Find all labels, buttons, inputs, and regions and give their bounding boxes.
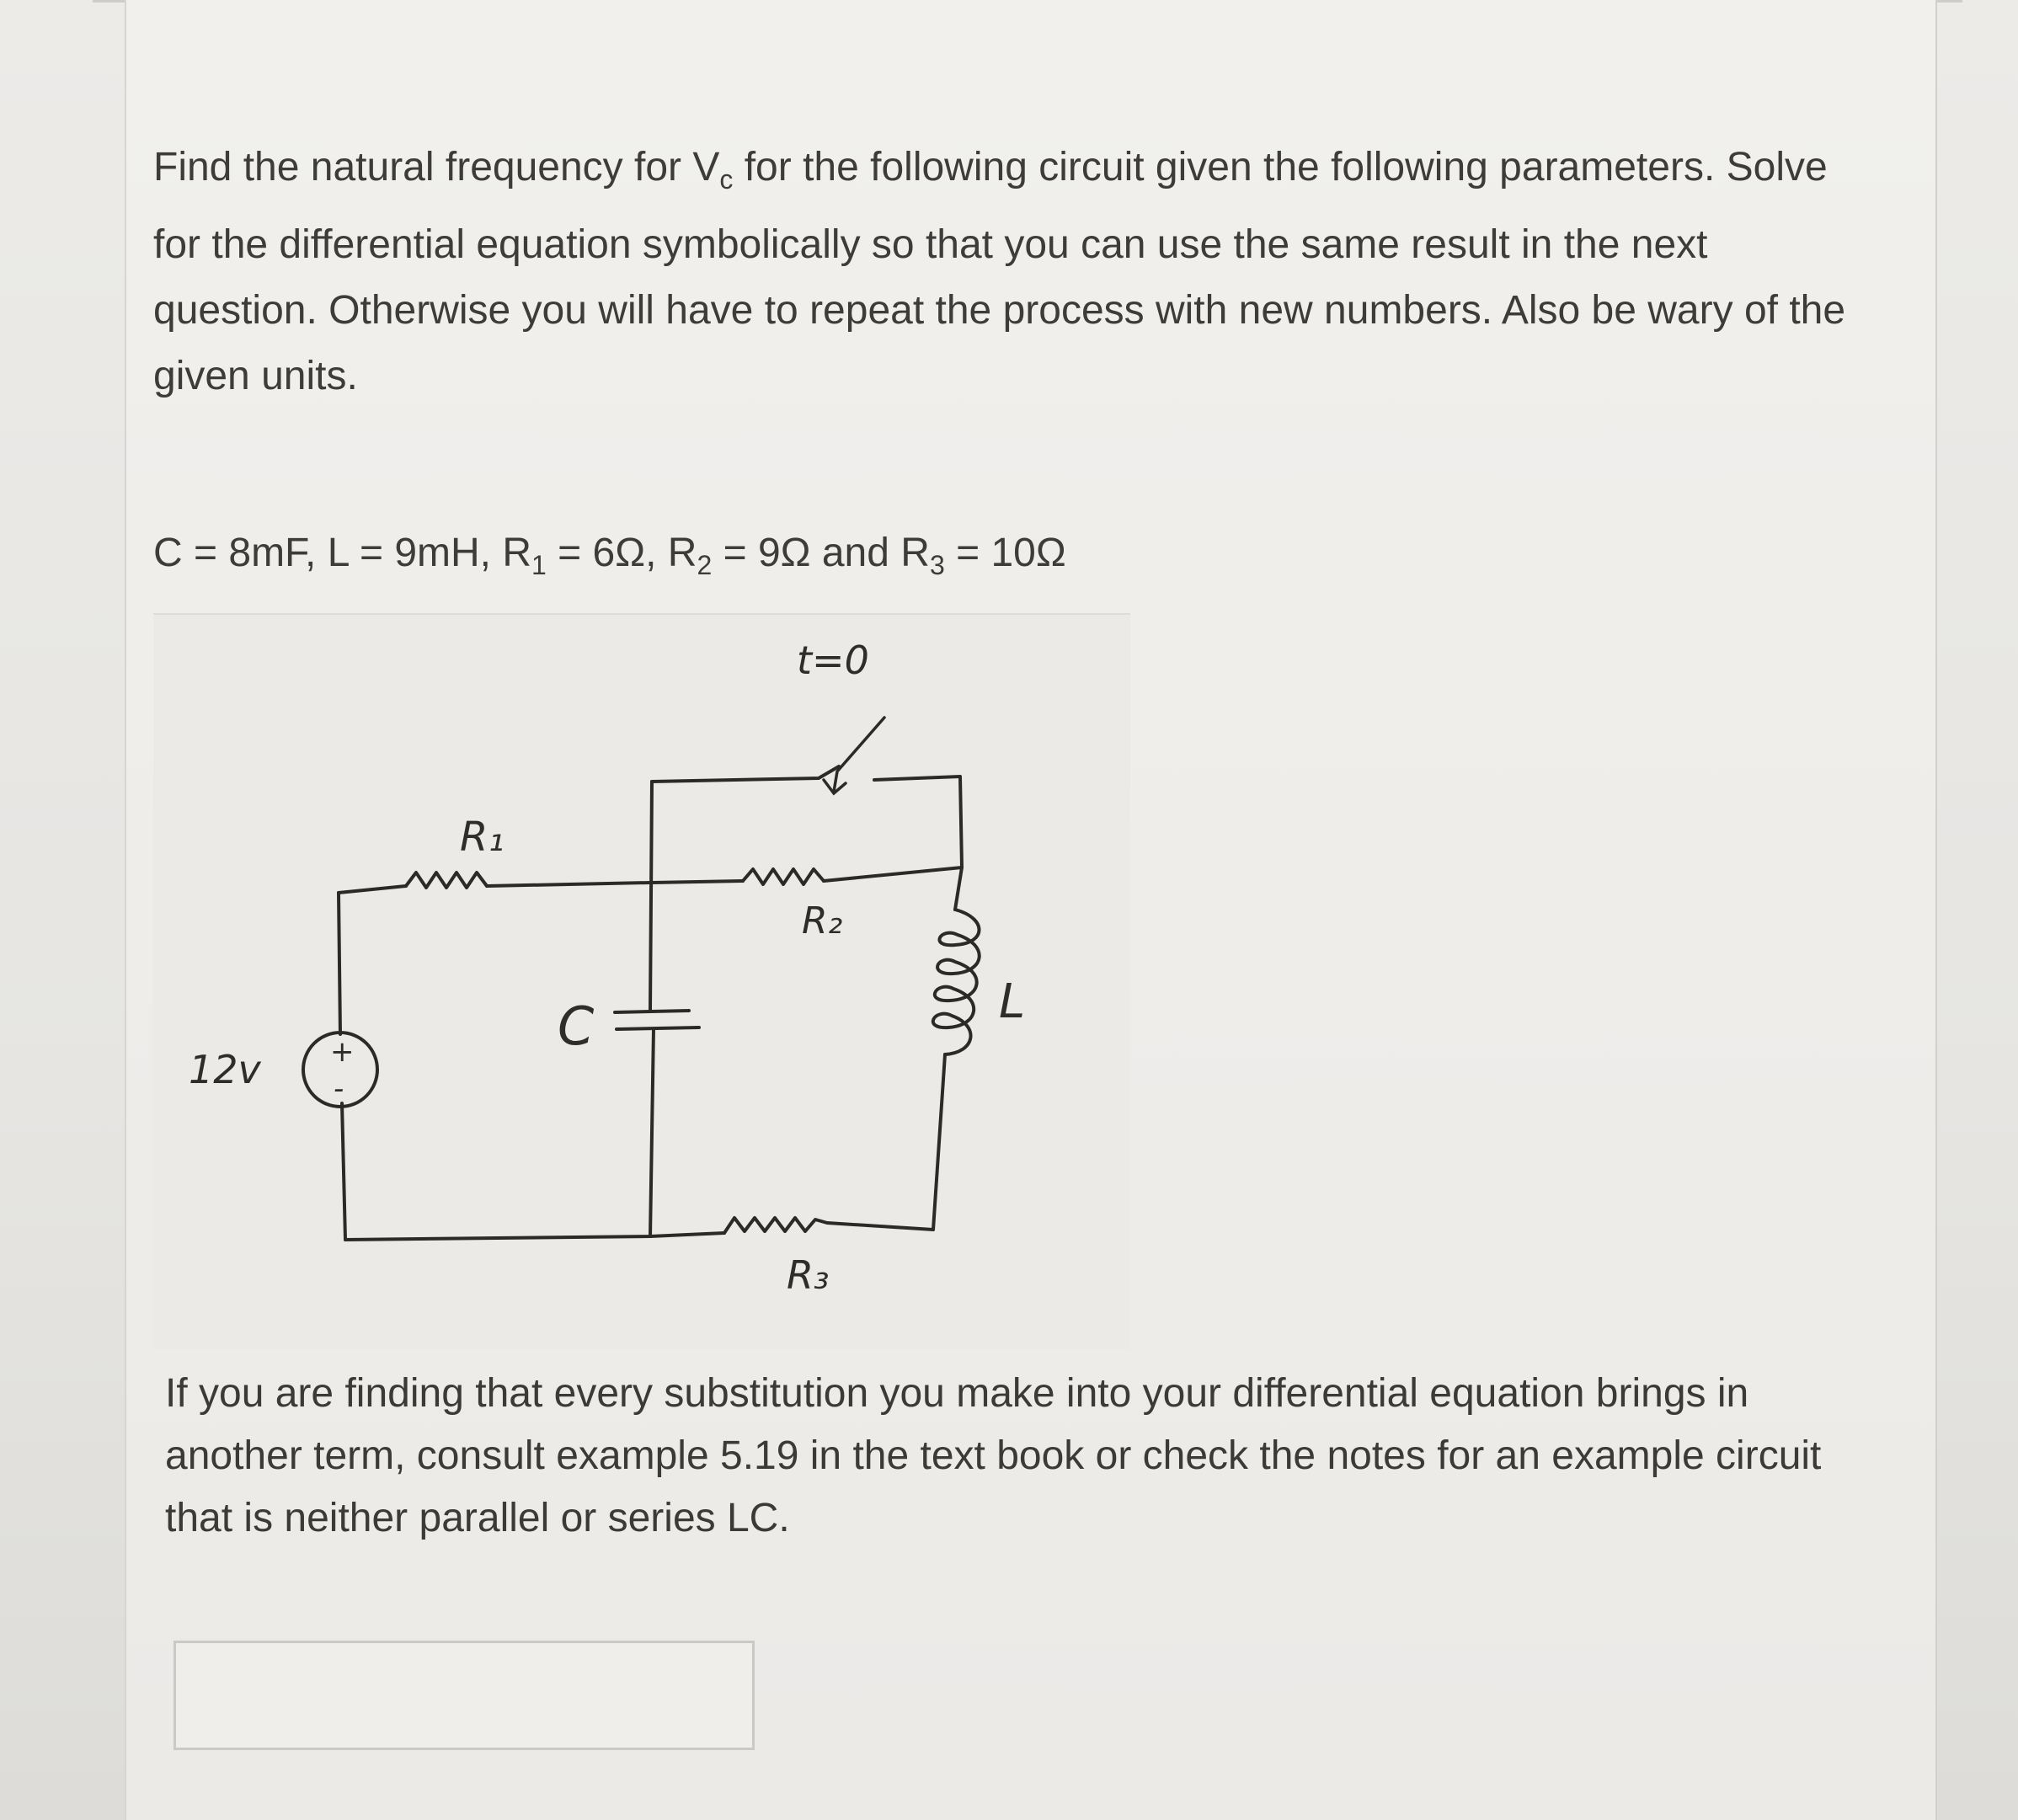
- r1-label: R₁: [460, 814, 504, 861]
- question-text: [153, 135, 1863, 409]
- circuit-diagram: [153, 615, 1130, 1349]
- r2-label: R₂: [802, 899, 843, 942]
- circuit-figure: [153, 613, 1130, 1349]
- inductor-coil: [933, 910, 980, 1054]
- param-c-l-r: C = 8mF, L = 9mH, R: [153, 531, 532, 575]
- card-right-border: [1935, 0, 1937, 1820]
- param-r2-value: = 9Ω and R: [712, 531, 930, 575]
- question-rest: Solve for the differential equation symbolically so that you can use the same result in the next question. Otherwise you will have to repeat the process with new numbers. Also be wary of the given units.: [153, 145, 1846, 398]
- r1-resistor: [406, 873, 487, 888]
- r3-label: R₃: [787, 1252, 830, 1298]
- wire-r1-to-node: [487, 883, 650, 886]
- param-r3-subscript: 3: [929, 550, 945, 580]
- wire-r2-left: [652, 881, 743, 883]
- source-minus-sign: -: [334, 1072, 344, 1106]
- capacitor-plate-bottom: [617, 1027, 699, 1029]
- switch-label: t=0: [797, 638, 869, 683]
- capacitor-plate-top: [615, 1011, 689, 1012]
- wire-r2-right: [824, 867, 962, 881]
- wire-mid-lower: [650, 1029, 654, 1236]
- wire-right-lower: [933, 1054, 945, 1230]
- param-r3-value: = 10Ω: [944, 531, 1066, 575]
- wire-top-left: [339, 886, 406, 893]
- source-voltage-label: 12v: [189, 1047, 261, 1092]
- parameters-line: [153, 524, 1066, 595]
- param-r1-subscript: 1: [531, 550, 547, 580]
- r2-resistor: [743, 869, 824, 884]
- wire-right-upper: [955, 867, 962, 910]
- question-vc-subscript: c: [719, 164, 734, 195]
- wire-switch-right: [874, 777, 962, 867]
- wire-mid-upper: [650, 782, 652, 1011]
- hint-text: If you are finding that every substitution you make into your differential equation brings in another term, consult example 5.19 in the text book or check the notes for an example circuit that is neither parallel or series LC.: [165, 1371, 1822, 1540]
- capacitor-label: C: [558, 995, 595, 1057]
- r3-resistor: [724, 1218, 933, 1233]
- wire-switch-left: [652, 766, 839, 782]
- param-r2-subscript: 2: [697, 550, 713, 580]
- answer-input[interactable]: [174, 1641, 755, 1750]
- question-line1-end: for the following circuit given the following parameters.: [733, 145, 1716, 189]
- question-line1-start: Find the natural frequency for V: [153, 145, 720, 189]
- param-r1-value: = 6Ω, R: [546, 531, 697, 575]
- wire-left-lower: [342, 1103, 345, 1240]
- wire-left-upper: [339, 893, 340, 1034]
- source-plus-sign: +: [330, 1035, 355, 1069]
- wire-bottom: [345, 1233, 724, 1240]
- inductor-label: L: [999, 974, 1026, 1029]
